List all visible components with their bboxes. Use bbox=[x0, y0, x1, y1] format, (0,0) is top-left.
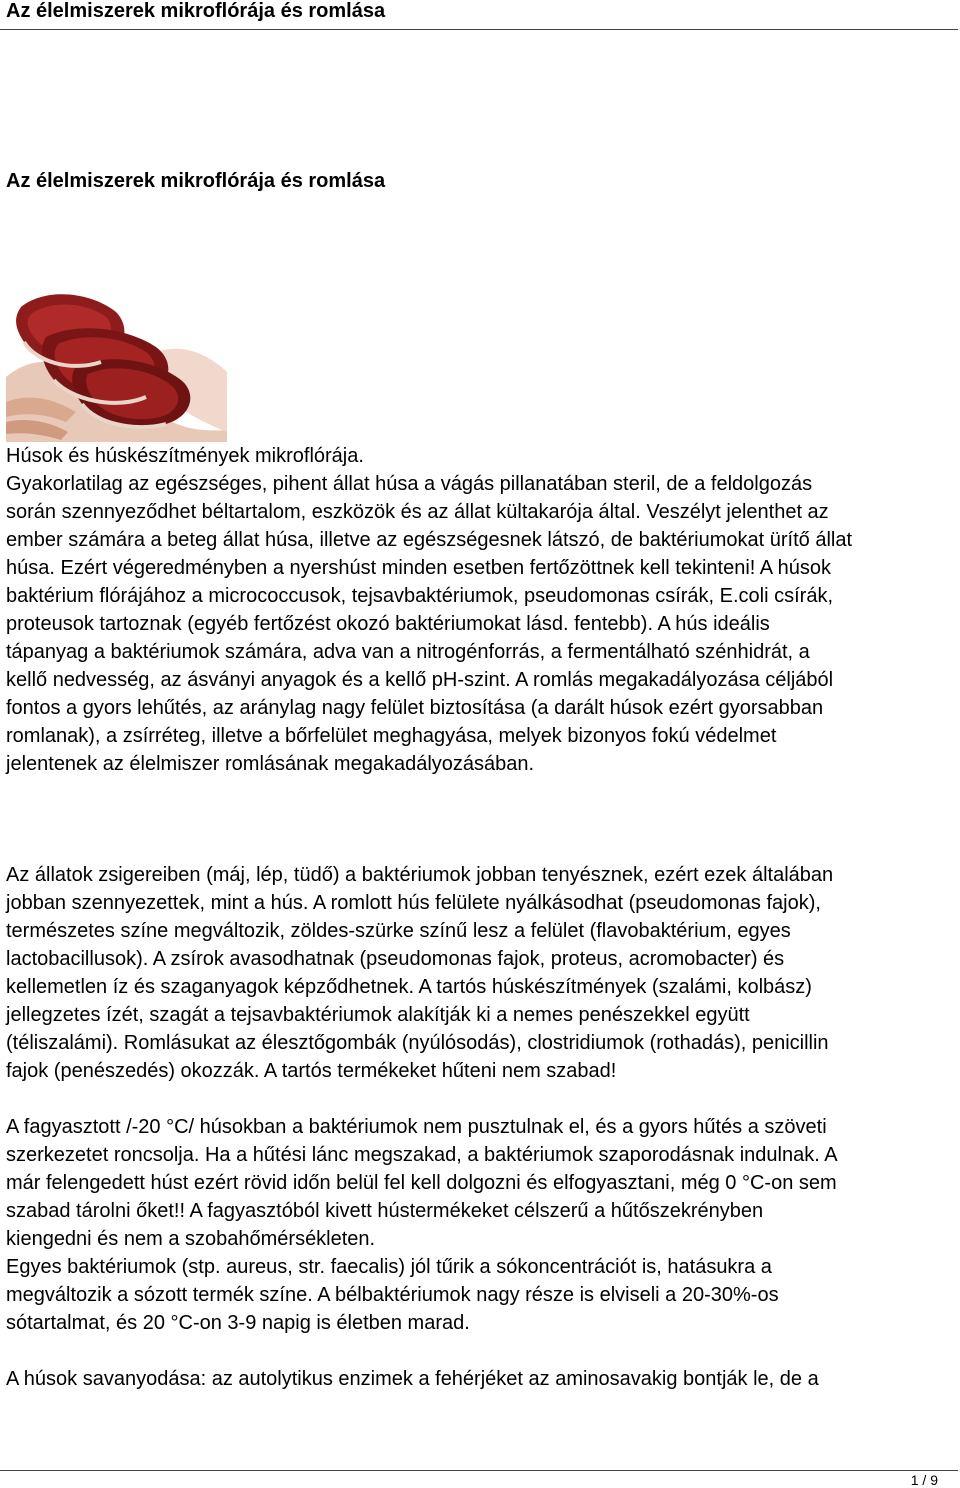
text-line: fontos a gyors lehűtés, az aránylag nagy felület biztosítása (a darált húsok ezért gyorsabban bbox=[6, 697, 824, 719]
text-line: (téliszalámi). Romlásukat az élesztőgombák (nyúlósodás), clostridiumok (rothadás), penicillin bbox=[6, 1032, 829, 1054]
text-line: jellegzetes ízét, szagát a tejsavbaktériumok alakítják ki a nemes penészekkel együtt bbox=[6, 1004, 750, 1026]
text-line: proteusok tartoznak (egyéb fertőzést okozó baktériumokat lásd. fentebb). A hús ideális bbox=[6, 613, 770, 635]
text-line: fajok (penészedés) okozzák. A tartós termékeket hűteni nem szabad! bbox=[6, 1060, 617, 1082]
header-title: Az élelmiszerek mikroflórája és romlása bbox=[6, 0, 386, 22]
text-line: Gyakorlatilag az egészséges, pihent állat húsa a vágás pillanatában steril, de a feldolgozás bbox=[6, 473, 813, 495]
text-line: baktérium flórájához a micrococcusok, tejsavbaktériumok, pseudomonas csírák, E.coli csírák, bbox=[6, 585, 834, 607]
running-header bbox=[0, 0, 960, 30]
text-line: szabad tárolni őket!! A fagyasztóból kivett hústermékeket célszerű a hűtőszekrényben bbox=[6, 1200, 764, 1222]
text-line: során szennyeződhet béltartalom, eszközök és az állat kültakarója által. Veszélyt jelenthet az bbox=[6, 501, 829, 523]
text-line: már felengedett húst ezért rövid időn belül fel kell dolgozni és elfogyasztani, még 0 °C-on sem bbox=[6, 1172, 837, 1194]
text-line: kellő nedvesség, az ásványi anyagok és a kellő pH-szint. A romlás megakadályozása céljából bbox=[6, 669, 834, 691]
document-title: Az élelmiszerek mikroflórája és romlása bbox=[6, 170, 386, 192]
text-line: húsa. Ezért végeredményben a nyershúst minden esetben fertőzöttnek kell tekinteni! A húsok bbox=[6, 557, 831, 579]
text-line: Az állatok zsigereiben (máj, lép, tüdő) a baktériumok jobban tenyésznek, ezért ezek általában bbox=[6, 864, 834, 886]
text-line: A húsok savanyodása: az autolytikus enzimek a fehérjéket az aminosavakig bontják le, de a bbox=[6, 1368, 819, 1390]
text-line: jobban szennyezettek, mint a hús. A romlott hús felülete nyálkásodhat (pseudomonas fajok), bbox=[6, 892, 821, 914]
text-line: lactobacillusok). A zsírok avasodhatnak (pseudomonas fajok, proteus, acromobacter) és bbox=[6, 948, 785, 970]
text-line: kiengedni és nem a szobahőmérsékleten. bbox=[6, 1228, 376, 1250]
header-divider bbox=[0, 29, 958, 30]
text-line: tápanyag a baktériumok számára, adva van a nitrogénforrás, a fermentálható szénhidrát, a bbox=[6, 641, 810, 663]
text-line: szerkezetet roncsolja. Ha a hűtési lánc megszakad, a baktériumok szaporodásnak indulnak. A bbox=[6, 1144, 838, 1166]
paragraph-frozen-meat bbox=[6, 1113, 956, 1337]
paragraph-organs-spoilage bbox=[6, 861, 956, 1085]
text-line: Húsok és húskészítmények mikroflórája. bbox=[6, 445, 364, 467]
text-line: természetes színe megváltozik, zöldes-szürke színű lesz a felület (flavobaktérium, egyes bbox=[6, 920, 791, 942]
text-line: megváltozik a sózott termék színe. A bélbaktériumok nagy része is elviseli a 20-30%-os bbox=[6, 1284, 779, 1306]
text-line: jelentenek az élelmiszer romlásának megakadályozásában. bbox=[6, 753, 535, 775]
text-line: sótartalmat, és 20 °C-on 3-9 napig is életben marad. bbox=[6, 1312, 470, 1334]
text-line: Egyes baktériumok (stp. aureus, str. faecalis) jól tűrik a sókoncentrációt is, hatásukra a bbox=[6, 1256, 772, 1278]
text-line: A fagyasztott /-20 °C/ húsokban a baktériumok nem pusztulnak el, és a gyors hűtés a szöveti bbox=[6, 1116, 827, 1138]
paragraph-souring bbox=[6, 1365, 956, 1393]
meat-photo-icon bbox=[6, 282, 227, 442]
footer-divider bbox=[0, 1470, 958, 1471]
paragraph-meat-microflora bbox=[6, 442, 956, 778]
text-line: romlanak), a zsírréteg, illetve a bőrfelület meghagyása, melyek bizonyos fokú védelmet bbox=[6, 725, 777, 747]
page-number: 1 / 9 bbox=[910, 1472, 938, 1488]
text-line: ember számára a beteg állat húsa, illetve az egészségesnek látszó, de baktériumokat ürítő állat bbox=[6, 529, 853, 551]
text-line: kellemetlen íz és szaganyagok képződhetnek. A tartós húskészítmények (szalámi, kolbász) bbox=[6, 976, 812, 998]
